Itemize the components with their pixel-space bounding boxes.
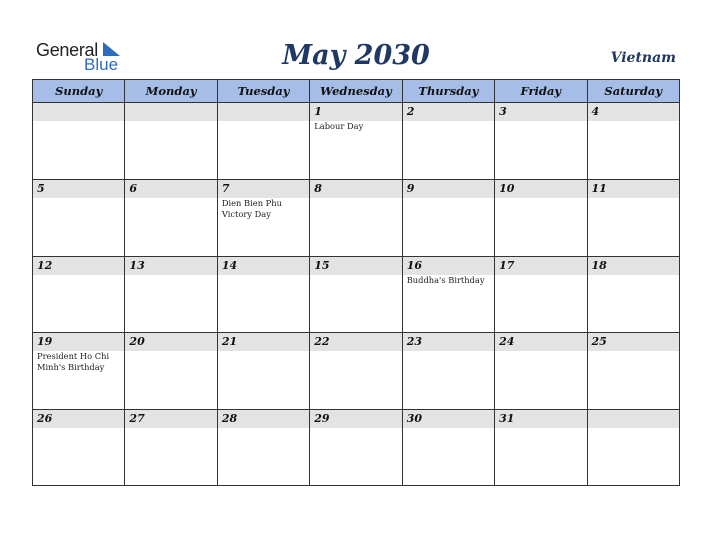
day-cell [125,180,217,256]
holiday-label: Buddha's Birthday [406,274,485,285]
day-number-strip [495,410,586,428]
day-cell [310,257,402,333]
day-number-strip [125,257,216,275]
day-number: 27 [129,412,145,426]
day-number: 19 [37,335,53,349]
weekday-header: Tuesday [218,80,310,102]
day-number: 21 [221,335,238,349]
day-number: 6 [129,181,138,195]
day-number: 1 [314,105,322,118]
day-cell [588,103,679,179]
day-number: 9 [406,181,415,195]
day-number: 29 [314,412,330,426]
day-number-strip [310,410,401,428]
day-number: 31 [499,412,515,426]
day-number: 25 [591,335,607,349]
day-cell [310,103,402,179]
day-number-strip [218,103,309,121]
day-number-strip [125,333,216,351]
day-cell [403,103,495,179]
holiday-label: Dien Bien Phu Victory Day [221,197,282,219]
day-cell [403,180,495,256]
day-number-strip [310,257,401,275]
day-cell [218,180,310,256]
day-number-strip [588,333,679,351]
day-cell [495,180,587,256]
day-cell [403,410,495,486]
day-number: 18 [591,258,607,272]
day-number: 30 [406,412,422,426]
day-cell [125,410,217,486]
day-cell [588,180,679,256]
weekday-header: Thursday [403,80,495,102]
calendar-week-row [33,103,679,180]
calendar-weeks [33,103,679,486]
day-cell [33,333,125,409]
day-cell [125,257,217,333]
day-number: 24 [499,335,515,349]
brand-blue-text: Blue [84,55,119,74]
day-number: 8 [314,181,322,195]
day-number: 15 [314,258,330,272]
day-number: 26 [37,412,53,426]
weekday-header: Monday [125,80,217,102]
day-number-strip [218,333,309,351]
day-number-strip [310,180,401,198]
day-number-strip [125,180,216,198]
day-cell [33,410,125,486]
day-cell [218,333,310,409]
day-number-strip [403,257,494,275]
country-label: Vietnam [610,50,676,66]
calendar-week-row [33,333,679,410]
day-number-strip [495,103,586,121]
day-number-strip [310,103,401,121]
day-number: 23 [406,335,422,349]
day-cell [588,410,679,486]
day-number-strip [310,333,401,351]
day-number: 17 [499,258,515,272]
day-number: 12 [37,258,53,272]
day-number: 22 [314,335,330,349]
day-cell [125,103,217,179]
day-cell [218,103,310,179]
day-cell [310,410,402,486]
day-cell [310,333,402,409]
day-number-strip [33,333,124,351]
day-cell [588,333,679,409]
day-cell [495,333,587,409]
day-number: 11 [591,181,607,195]
day-cell [495,103,587,179]
day-number: 2 [406,105,415,118]
day-number-strip [125,103,216,121]
day-number: 20 [129,335,145,349]
day-cell [495,410,587,486]
day-number: 4 [591,105,600,118]
day-number-strip [33,103,124,121]
day-cell [218,410,310,486]
day-number-strip [588,103,679,121]
day-number-strip [588,257,679,275]
month-calendar [32,79,680,486]
day-number: 14 [221,258,238,272]
day-number-strip [218,257,309,275]
day-number-strip [33,257,124,275]
calendar-week-row [33,410,679,486]
page-title: May 2030 [282,40,430,71]
weekday-header-row [33,80,679,103]
day-number: 10 [499,181,515,195]
holiday-label: President Ho Chi Minh's Birthday [37,351,110,373]
day-cell [403,257,495,333]
calendar-week-row [33,257,679,334]
day-number-strip [403,333,494,351]
day-cell [33,180,125,256]
weekday-header: Friday [495,80,587,102]
day-number: 28 [221,412,238,426]
weekday-header: Wednesday [310,80,402,102]
day-cell [33,257,125,333]
day-cell [33,103,125,179]
day-cell [125,333,217,409]
day-number-strip [403,410,494,428]
day-number-strip [588,410,679,428]
day-number-strip [33,180,124,198]
day-number-strip [125,410,216,428]
day-number-strip [403,180,494,198]
day-cell [403,333,495,409]
day-cell [218,257,310,333]
day-number: 5 [37,181,45,195]
day-number-strip [403,103,494,121]
weekday-header: Sunday [33,80,125,102]
day-cell [310,180,402,256]
day-number-strip [495,180,586,198]
day-number: 16 [406,258,422,272]
day-number-strip [218,180,309,198]
weekday-header: Saturday [604,84,663,98]
day-number-strip [495,333,586,351]
brand-general-text: General [36,40,98,60]
day-number: 13 [129,258,145,272]
day-number: 7 [221,181,230,195]
holiday-label: Labour Day [314,121,364,131]
calendar-week-row [33,180,679,257]
day-cell [495,257,587,333]
day-number-strip [218,410,309,428]
day-number-strip [588,180,679,198]
day-number-strip [33,410,124,428]
day-number: 3 [499,105,507,118]
day-number-strip [495,257,586,275]
day-cell [588,257,679,333]
